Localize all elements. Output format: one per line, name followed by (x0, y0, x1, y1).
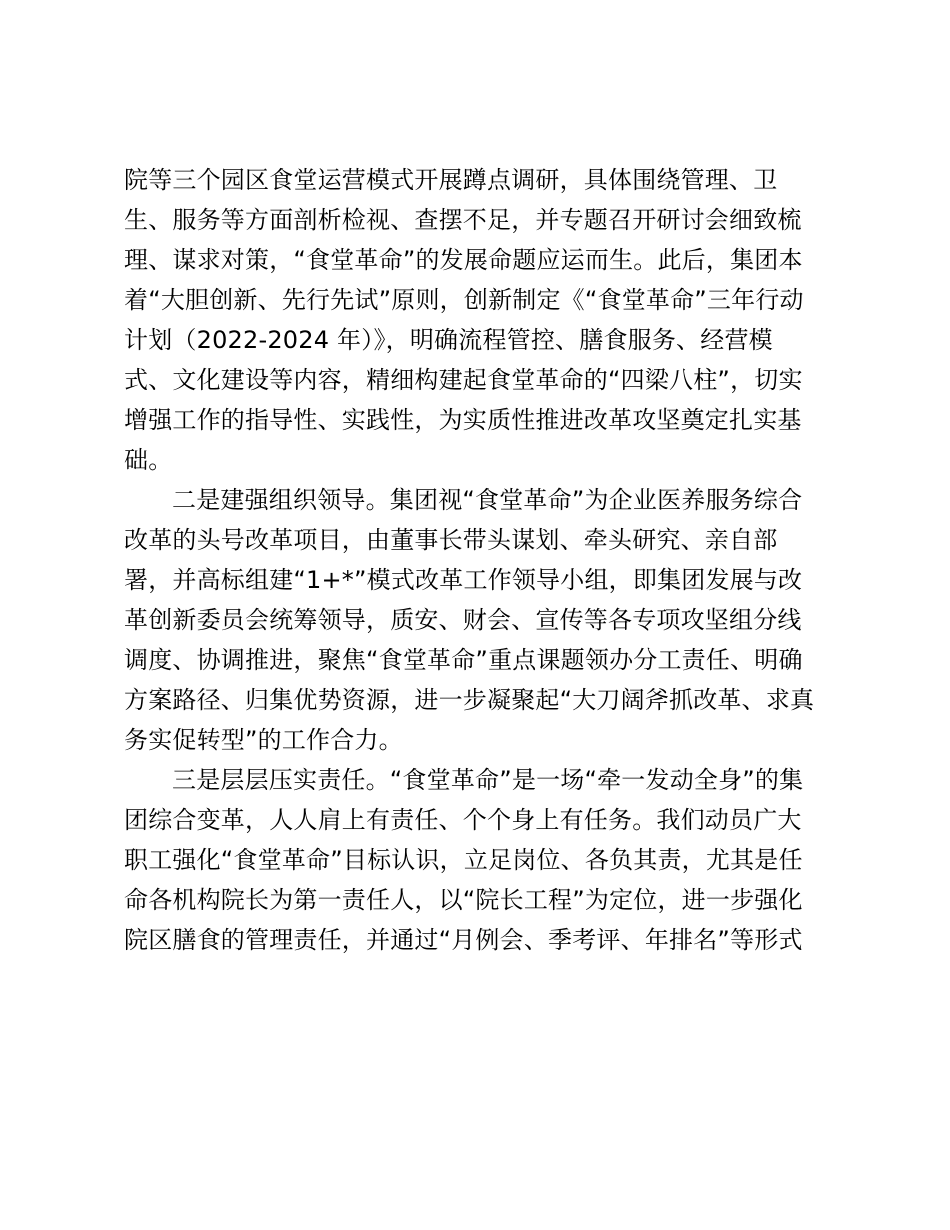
text-line: 改革的头号改革项目，由董事长带头谋划、牵头研究、亲自部 (124, 526, 778, 554)
paragraph-continuation (124, 160, 844, 480)
text-line: 革创新委员会统筹领导，质安、财会、宣传等各专项攻坚组分线 (124, 606, 802, 634)
text-line: 础。 (124, 446, 173, 474)
text-line: 命各机构院长为第一责任人，以“院长工程”为定位，进一步强化 (124, 886, 803, 914)
text-line: 院区膳食的管理责任，并通过“月例会、季考评、年排名”等形式 (124, 926, 803, 954)
text-line: 院等三个园区食堂运营模式开展蹲点调研，具体围绕管理、卫 (124, 166, 778, 194)
document-body (124, 160, 844, 960)
paragraph-responsibility (124, 760, 844, 960)
text-line: 务实促转型”的工作合力。 (124, 726, 403, 754)
text-line: 二是建强组织领导。集团视“食堂革命”为企业医养服务综合 (172, 486, 803, 514)
paragraph-organization-leadership (124, 480, 844, 760)
text-line: 计划（2022-2024 年）》，明确流程管控、膳食服务、经营模 (124, 326, 773, 354)
text-line: 理、谋求对策，“食堂革命”的发展命题应运而生。此后，集团本 (124, 246, 803, 274)
text-line: 调度、协调推进，聚焦“食堂革命”重点课题领办分工责任、明确 (124, 646, 803, 674)
text-line: 增强工作的指导性、实践性，为实质性推进改革攻坚奠定扎实基 (124, 406, 802, 434)
text-line: 署，并高标组建“1+*”模式改革工作领导小组，即集团发展与改 (124, 566, 803, 594)
text-line: 着“大胆创新、先行先试”原则，创新制定《“食堂革命”三年行动 (124, 286, 804, 314)
text-line: 团综合变革，人人肩上有责任、个个身上有任务。我们动员广大 (124, 806, 802, 834)
text-line: 式、文化建设等内容，精细构建起食堂革命的“四梁八柱”，切实 (124, 366, 803, 394)
text-line: 生、服务等方面剖析检视、查摆不足，并专题召开研讨会细致梳 (124, 206, 802, 234)
text-line: 三是层层压实责任。“食堂革命”是一场“牵一发动全身”的集 (172, 766, 804, 794)
text-line: 职工强化“食堂革命”目标认识，立足岗位、各负其责，尤其是任 (124, 846, 803, 874)
text-line: 方案路径、归集优势资源，进一步凝聚起“大刀阔斧抓改革、求真 (124, 686, 815, 714)
